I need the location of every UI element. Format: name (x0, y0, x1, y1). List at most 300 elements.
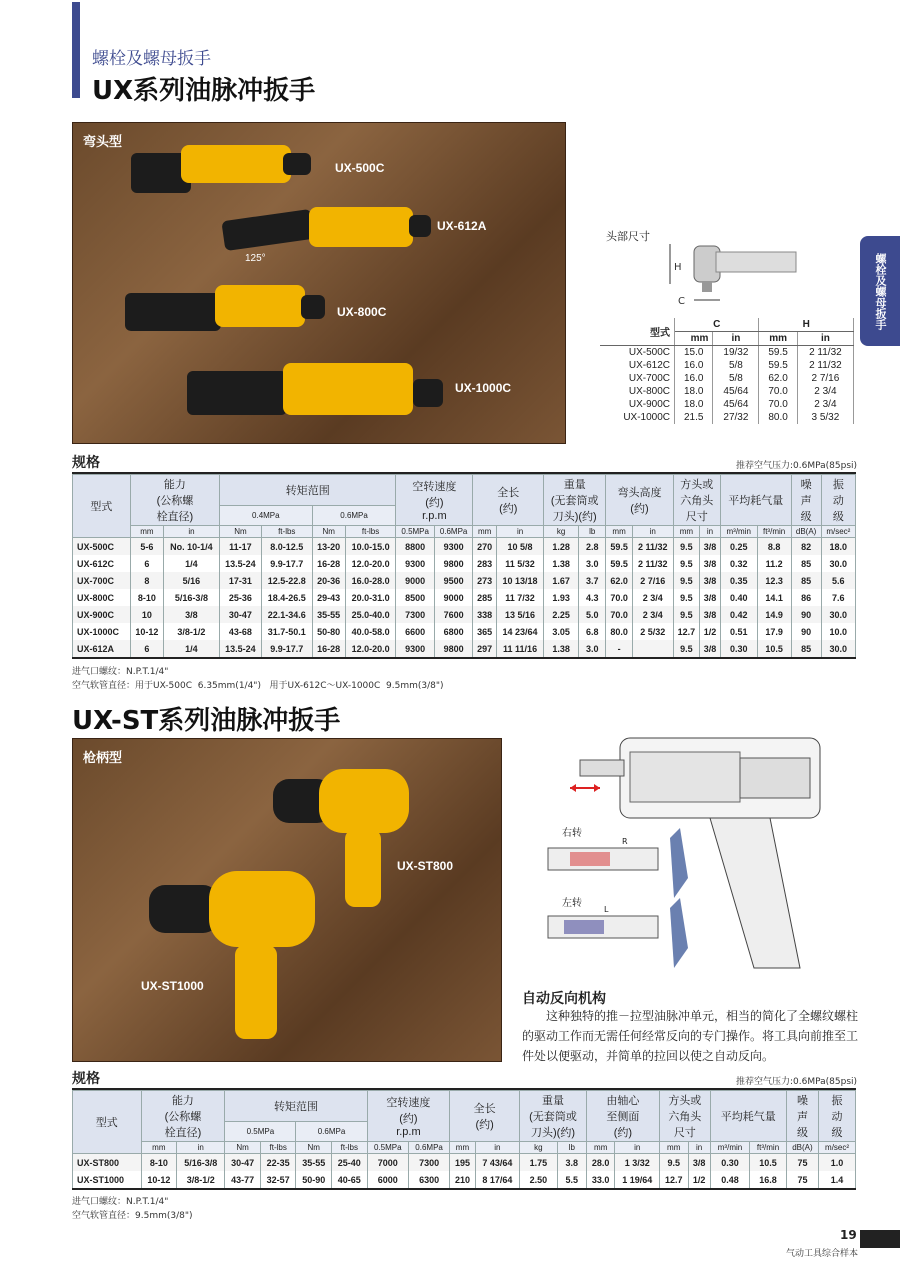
unit: in (163, 526, 219, 538)
table-row (600, 398, 854, 411)
table-cell: 32-57 (260, 1171, 296, 1188)
table-cell: 10-12 (141, 1171, 177, 1188)
unit: mm (130, 526, 163, 538)
table-cell: UX-700C (600, 372, 675, 385)
table-row (600, 372, 854, 385)
page-tab (860, 1230, 900, 1248)
table-cell: 3.0 (579, 555, 606, 572)
table-cell: 12.7 (659, 1171, 688, 1188)
col-header: 转矩范围 (219, 475, 396, 506)
table-cell: 3/8 (700, 538, 721, 556)
photo-label: 枪柄型 (83, 751, 123, 766)
table-cell: 28.0 (586, 1154, 615, 1172)
table-cell: 75 (786, 1171, 818, 1188)
table-cell: 5/8 (713, 359, 759, 372)
table-cell: 9.5 (673, 555, 700, 572)
table-cell: 12.3 (757, 572, 791, 589)
unit: mm (586, 1142, 615, 1154)
page-title: UX系列油脉冲扳手 (92, 76, 316, 106)
table-cell: 35-55 (296, 1154, 332, 1172)
table-cell: 5/8 (713, 372, 759, 385)
table-cell: 10 5/8 (496, 538, 543, 556)
accent-bar (72, 2, 80, 98)
table-cell: 85 (791, 555, 821, 572)
table-cell: 5/16-3/8 (177, 1154, 225, 1172)
table-cell: 70.0 (759, 385, 797, 398)
col-header: 方头或 六角头 尺寸 (673, 475, 720, 526)
table-cell: 50-90 (296, 1171, 332, 1188)
spec-table-1-wrap (72, 472, 856, 659)
table-cell: 2 5/32 (632, 623, 673, 640)
table-cell: UX-500C (600, 346, 675, 360)
table-cell: UX-800C (600, 385, 675, 398)
table-cell: 82 (791, 538, 821, 556)
table-row (600, 359, 854, 372)
table-cell: 7 43/64 (475, 1154, 519, 1172)
table-cell: UX-ST800 (73, 1154, 142, 1172)
table-cell: 3.8 (557, 1154, 586, 1172)
table-cell: 7000 (367, 1154, 408, 1172)
photo-label: 弯头型 (83, 135, 123, 150)
table-cell: 2 3/4 (632, 589, 673, 606)
table-cell: 1.0 (819, 1154, 856, 1172)
reverse-mechanism-diagram (540, 728, 840, 978)
tool-body (283, 363, 413, 415)
table-cell: 4.3 (579, 589, 606, 606)
tool-tail (301, 295, 325, 319)
table-cell: 6600 (396, 623, 434, 640)
page-subtitle: 螺栓及螺母扳手 (92, 49, 211, 69)
unit: mm (473, 526, 497, 538)
model-label: UX-ST800 (397, 859, 454, 873)
table-cell: 2 11/32 (632, 555, 673, 572)
table-cell: 90 (791, 623, 821, 640)
tool-body (215, 285, 305, 327)
table-cell: 40-65 (332, 1171, 368, 1188)
spec-table-1 (72, 474, 856, 657)
spec-table-2-wrap (72, 1088, 856, 1190)
table-cell: 75 (786, 1154, 818, 1172)
table-cell: UX-612C (73, 555, 131, 572)
table-cell: 50-80 (312, 623, 345, 640)
table-cell: 285 (473, 589, 497, 606)
col-header: 能力 (公称螺 栓直径) (130, 475, 219, 526)
table-cell: 8-10 (130, 589, 163, 606)
unit: mm (141, 1142, 177, 1154)
unit: ft-lbs (261, 526, 312, 538)
table-cell: 0.30 (710, 1154, 750, 1172)
table-cell: 0.35 (720, 572, 757, 589)
tool-body (319, 769, 409, 833)
table-cell: 9.9-17.7 (261, 640, 312, 657)
table-cell: 10.0-15.0 (345, 538, 396, 556)
unit: lb (557, 1142, 586, 1154)
table-cell: 11 7/32 (496, 589, 543, 606)
table-cell: 0.25 (720, 538, 757, 556)
table-cell: 9300 (434, 538, 472, 556)
table-cell: 18.4-26.5 (261, 589, 312, 606)
col-header: 方头或 六角头 尺寸 (659, 1091, 710, 1142)
unit: mm (606, 526, 633, 538)
unit: m/sec² (821, 526, 855, 538)
col-header: 重量 (无套筒或 刀头)(约) (544, 475, 606, 526)
table-cell: 85 (791, 572, 821, 589)
unit: 0.5MPa (367, 1142, 408, 1154)
table-cell: 19/32 (713, 346, 759, 360)
table-row (73, 623, 856, 640)
table-cell: 9500 (434, 572, 472, 589)
tool-tail (283, 153, 311, 175)
table-cell: 9800 (434, 555, 472, 572)
unit: ft³/min (750, 1142, 787, 1154)
col-header: 由轴心 至侧面 (约) (586, 1091, 659, 1142)
model-label: UX-ST1000 (141, 979, 204, 993)
left-marker: L (604, 905, 609, 914)
table-cell: 18.0 (821, 538, 855, 556)
table-cell: 13.5-24 (219, 555, 261, 572)
table-cell: 70.0 (759, 398, 797, 411)
table-cell: 43-77 (225, 1171, 261, 1188)
table-cell: 6.8 (579, 623, 606, 640)
table-cell: 2 3/4 (797, 398, 853, 411)
table-cell: 2 11/32 (797, 346, 853, 360)
table-cell: 40.0-58.0 (345, 623, 396, 640)
unit: in (632, 526, 673, 538)
table-cell: 338 (473, 606, 497, 623)
table-cell: 90 (791, 606, 821, 623)
table-cell: 11-17 (219, 538, 261, 556)
unit: Nm (225, 1142, 261, 1154)
unit: ft³/min (757, 526, 791, 538)
tool-grip (235, 945, 277, 1039)
unit: 0.6MPa (408, 1142, 449, 1154)
table-cell: 9300 (396, 555, 434, 572)
table-cell: 17.9 (757, 623, 791, 640)
col-header: 平均耗气量 (720, 475, 791, 526)
table-cell: 35-55 (312, 606, 345, 623)
table-cell: 9.5 (673, 589, 700, 606)
table-cell: 9300 (396, 640, 434, 657)
table-cell: 9.5 (673, 640, 700, 657)
table-cell: 270 (473, 538, 497, 556)
table-cell: 1/2 (688, 1171, 710, 1188)
table-cell: 365 (473, 623, 497, 640)
table-cell: 43-68 (219, 623, 261, 640)
table-row (73, 538, 856, 556)
table-cell: 10.5 (750, 1154, 787, 1172)
section-title: UX-ST系列油脉冲扳手 (72, 706, 341, 736)
table-cell: 20.0-31.0 (345, 589, 396, 606)
table-cell: 3/8 (163, 606, 219, 623)
table-cell: 3/8 (700, 640, 721, 657)
table-cell: 31.7-50.1 (261, 623, 312, 640)
table-cell: 9800 (434, 640, 472, 657)
table-cell: 0.30 (720, 640, 757, 657)
table-cell: 3.05 (544, 623, 579, 640)
table-cell: 297 (473, 640, 497, 657)
footer-caption: 气动工具综合样本 (786, 1249, 859, 1259)
unit: dB(A) (786, 1142, 818, 1154)
table-cell: 3/8 (688, 1154, 710, 1172)
spec-pressure: 推荐空气压力:0.6MPa(85psi) (736, 1077, 858, 1087)
table-cell: 85 (791, 640, 821, 657)
right-turn-label: 右转 (562, 828, 582, 839)
table-cell: 1 19/64 (615, 1171, 659, 1188)
unit: Nm (312, 526, 345, 538)
unit: in (496, 526, 543, 538)
table-cell: 12.0-20.0 (345, 640, 396, 657)
table-cell: 1/4 (163, 555, 219, 572)
table-cell: 1.38 (544, 640, 579, 657)
unit: in (797, 332, 853, 346)
unit: kg (544, 526, 579, 538)
col-header: 型式 (73, 475, 131, 538)
table-cell: 6800 (434, 623, 472, 640)
table-cell: 3/8 (700, 555, 721, 572)
col-header: 重量 (无套筒或 刀头)(约) (520, 1091, 587, 1142)
col-header: 振 动 级 (821, 475, 855, 526)
table-cell: UX-1000C (73, 623, 131, 640)
table-cell: 13-20 (312, 538, 345, 556)
table-row (73, 1154, 856, 1172)
table-cell: 30.0 (821, 606, 855, 623)
col-header: 噪 声 级 (791, 475, 821, 526)
table-cell: 16-28 (312, 640, 345, 657)
table-cell: 1/4 (163, 640, 219, 657)
table-cell: 59.5 (759, 346, 797, 360)
table-cell: 2 3/4 (632, 606, 673, 623)
table-cell: 8.8 (757, 538, 791, 556)
reverse-desc: 这种独特的推－拉型油脉冲单元，相当的简化了全螺纹螺柱的驱动工作而无需任何经常反向的专门操作。将工具向前推至工件处以便驱动，并简单的拉回以使之自动反向。 (522, 1009, 859, 1063)
table-cell: 5/16-3/8 (163, 589, 219, 606)
table-cell: 59.5 (606, 555, 633, 572)
table-cell: - (606, 640, 633, 657)
table-cell: 70.0 (606, 606, 633, 623)
table-cell: 8-10 (141, 1154, 177, 1172)
dim-label-h: H (674, 262, 682, 273)
tool-tail (413, 379, 443, 407)
table-cell: 7.6 (821, 589, 855, 606)
tool-head (221, 209, 314, 251)
head-dims-diagram (650, 238, 800, 308)
unit: in (475, 1142, 519, 1154)
spec-title: 规格 (72, 455, 100, 471)
table-row (73, 1171, 856, 1188)
table-cell: 29-43 (312, 589, 345, 606)
reverse-title: 自动反向机构 (522, 991, 606, 1007)
table-cell: 45/64 (713, 398, 759, 411)
col-header: 型式 (73, 1091, 142, 1154)
col-header: 全长 (约) (450, 1091, 520, 1142)
table-cell: 1/2 (700, 623, 721, 640)
angle-label: 125° (245, 253, 266, 264)
unit: 0.6MPa (434, 526, 472, 538)
spec-note: 进气口螺纹：N.P.T.1/4" (72, 1197, 169, 1207)
tool-body (181, 145, 291, 183)
table-cell: 16-28 (312, 555, 345, 572)
table-cell: 45/64 (713, 385, 759, 398)
spec-pressure: 推荐空气压力:0.6MPa(85psi) (736, 461, 858, 471)
table-cell: 7600 (434, 606, 472, 623)
table-cell: 25.0-40.0 (345, 606, 396, 623)
table-cell: 12.5-22.8 (261, 572, 312, 589)
table-cell: 15.0 (675, 346, 713, 360)
spec-note: 空气软管直径：9.5mm(3/8") (72, 1211, 193, 1221)
col-header: 0.6MPa (296, 1122, 367, 1142)
model-label: UX-800C (337, 305, 387, 319)
table-cell (632, 640, 673, 657)
table-cell: 2 11/32 (632, 538, 673, 556)
table-cell: 62.0 (606, 572, 633, 589)
table-cell: 9.5 (673, 538, 700, 556)
unit: 0.5MPa (396, 526, 434, 538)
col-header: 噪 声 级 (786, 1091, 818, 1142)
table-cell: 16.8 (750, 1171, 787, 1188)
product-photo-angle (72, 122, 566, 444)
table-cell: 10.0 (821, 623, 855, 640)
table-row (73, 572, 856, 589)
table-cell: 6300 (408, 1171, 449, 1188)
unit: mm (759, 332, 797, 346)
table-cell: 283 (473, 555, 497, 572)
unit: kg (520, 1142, 558, 1154)
col-header: 全长 (约) (473, 475, 544, 526)
table-cell: 25-40 (332, 1154, 368, 1172)
table-cell: 1.4 (819, 1171, 856, 1188)
table-cell: UX-ST1000 (73, 1171, 142, 1188)
table-cell: 62.0 (759, 372, 797, 385)
col-header: H (759, 318, 854, 332)
table-cell: 16.0 (675, 359, 713, 372)
table-cell: 59.5 (606, 538, 633, 556)
table-cell: 30-47 (219, 606, 261, 623)
page-number: 19 (840, 1228, 857, 1242)
table-cell: UX-612C (600, 359, 675, 372)
table-cell: 5.0 (579, 606, 606, 623)
table-cell: 11 5/32 (496, 555, 543, 572)
table-cell: 16.0-28.0 (345, 572, 396, 589)
table-cell: 9.5 (673, 606, 700, 623)
col-header: 空转速度 (约) r.p.m (367, 1091, 450, 1142)
table-cell: 5-6 (130, 538, 163, 556)
table-cell: 0.32 (720, 555, 757, 572)
table-cell: 0.42 (720, 606, 757, 623)
table-cell: 10 13/18 (496, 572, 543, 589)
table-cell: UX-900C (73, 606, 131, 623)
right-marker: R (622, 837, 628, 846)
table-cell: 22.1-34.6 (261, 606, 312, 623)
table-cell: 5/16 (163, 572, 219, 589)
table-cell: 3.0 (579, 640, 606, 657)
unit: mm (450, 1142, 475, 1154)
table-cell: UX-500C (73, 538, 131, 556)
table-cell: 1.38 (544, 555, 579, 572)
spec-table-2 (72, 1090, 856, 1188)
dim-label-c: C (678, 296, 685, 307)
unit: mm (675, 332, 713, 346)
table-cell: UX-900C (600, 398, 675, 411)
unit: m³/min (720, 526, 757, 538)
tool-grip (345, 829, 381, 907)
tool-head (125, 293, 221, 331)
table-cell: 2 7/16 (632, 572, 673, 589)
table-cell: 20-36 (312, 572, 345, 589)
table-cell: 2 11/32 (797, 359, 853, 372)
table-cell: 8800 (396, 538, 434, 556)
col-header: 能力 (公称螺 栓直径) (141, 1091, 225, 1142)
col-header: 0.4MPa (219, 506, 312, 526)
table-cell: 18.0 (675, 385, 713, 398)
col-header: 空转速度 (约) r.p.m (396, 475, 473, 526)
table-cell: 2.50 (520, 1171, 558, 1188)
table-cell: 1.93 (544, 589, 579, 606)
table-cell: 210 (450, 1171, 475, 1188)
table-cell: 3 5/32 (797, 411, 853, 424)
table-cell: 8 (130, 572, 163, 589)
table-cell: UX-700C (73, 572, 131, 589)
unit: in (688, 1142, 710, 1154)
table-cell: 11.2 (757, 555, 791, 572)
table-cell: 8.0-12.5 (261, 538, 312, 556)
tool-body (209, 871, 315, 947)
table-cell: 8 17/64 (475, 1171, 519, 1188)
col-header: 转矩范围 (225, 1091, 367, 1122)
table-cell: 195 (450, 1154, 475, 1172)
unit: m/sec² (819, 1142, 856, 1154)
table-cell: 9.5 (673, 572, 700, 589)
unit: m³/min (710, 1142, 750, 1154)
table-cell: 0.40 (720, 589, 757, 606)
table-row (73, 640, 856, 657)
col-header: C (675, 318, 759, 332)
side-tab[interactable]: 螺栓及螺母扳手 (860, 236, 900, 346)
table-cell: 27/32 (713, 411, 759, 424)
unit: in (615, 1142, 659, 1154)
table-cell: 1.67 (544, 572, 579, 589)
table-row (73, 589, 856, 606)
col-header: 0.5MPa (225, 1122, 296, 1142)
table-cell: 12.7 (673, 623, 700, 640)
table-cell: 0.48 (710, 1171, 750, 1188)
table-cell: 3/8 (700, 589, 721, 606)
unit: in (700, 526, 721, 538)
unit: Nm (219, 526, 261, 538)
table-cell: 16.0 (675, 372, 713, 385)
unit: in (177, 1142, 225, 1154)
table-cell: 3/8 (700, 606, 721, 623)
table-cell: 21.5 (675, 411, 713, 424)
table-cell: 70.0 (606, 589, 633, 606)
table-cell: 1 3/32 (615, 1154, 659, 1172)
model-label: UX-1000C (455, 381, 512, 395)
tool-body (309, 207, 413, 247)
table-cell: 14.1 (757, 589, 791, 606)
spec-title: 规格 (72, 1071, 100, 1087)
table-cell: 7300 (396, 606, 434, 623)
unit: mm (673, 526, 700, 538)
table-cell: 10 (130, 606, 163, 623)
table-cell: 11 11/16 (496, 640, 543, 657)
table-cell: 86 (791, 589, 821, 606)
table-cell: 3.7 (579, 572, 606, 589)
table-cell: 18.0 (675, 398, 713, 411)
unit: ft-lbs (345, 526, 396, 538)
table-row (600, 385, 854, 398)
table-cell: 22-35 (260, 1154, 296, 1172)
table-cell: 9000 (434, 589, 472, 606)
model-label: UX-612A (437, 219, 487, 233)
col-header: 0.6MPa (312, 506, 396, 526)
